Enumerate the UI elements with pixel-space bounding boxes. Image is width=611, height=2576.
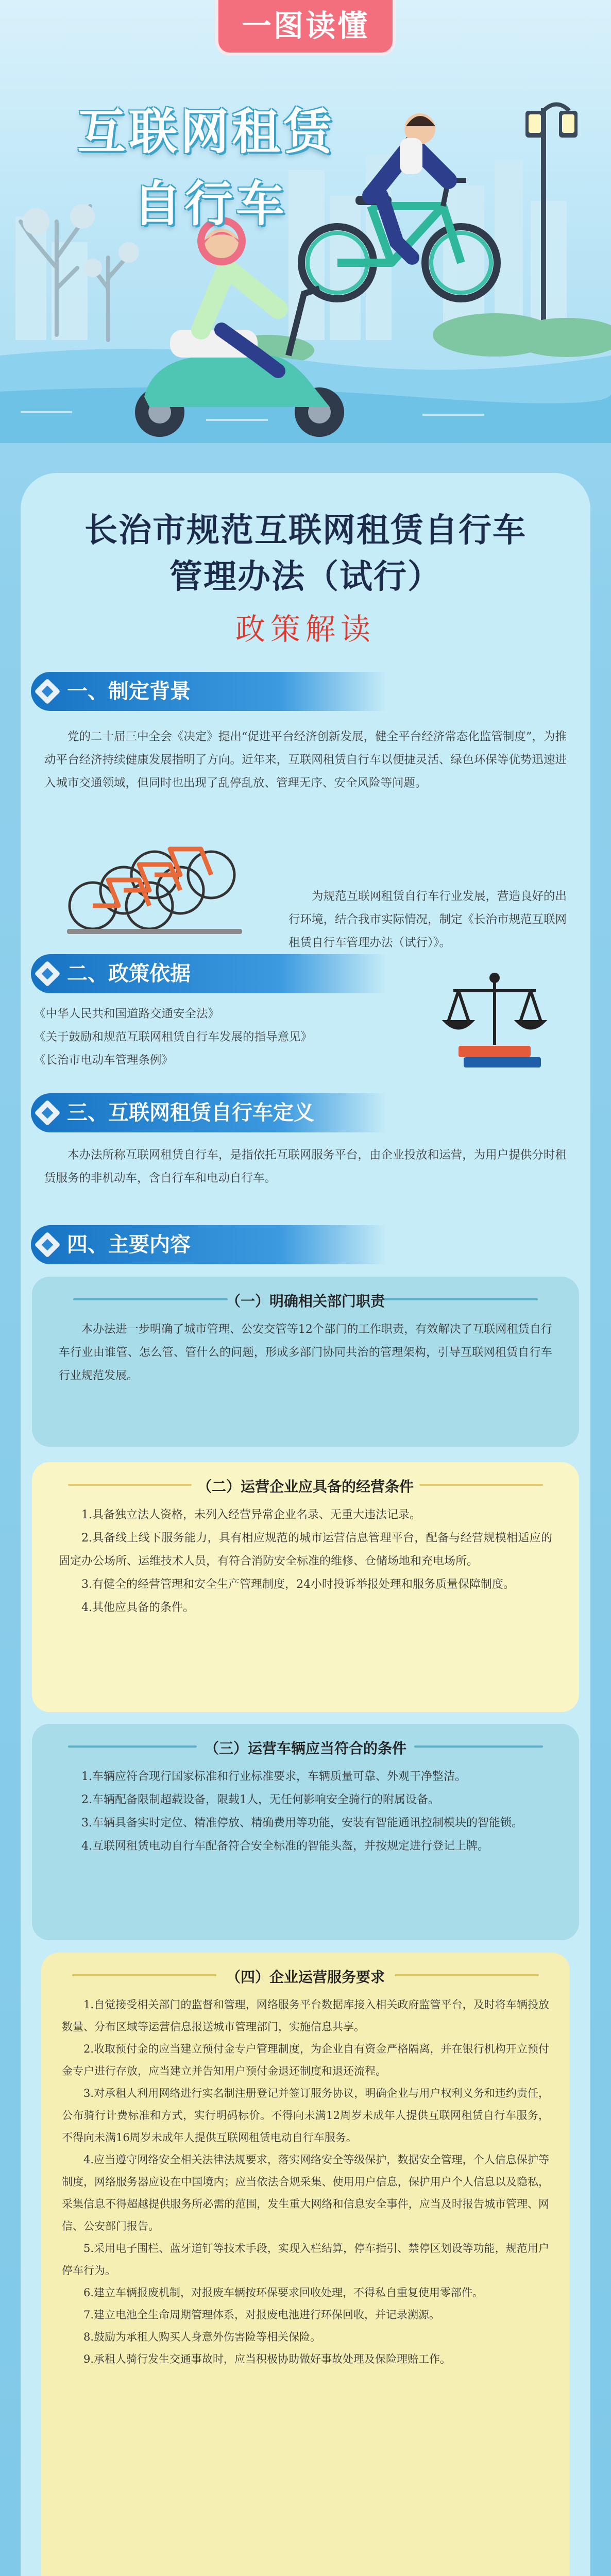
definition-text: 本办法所称互联网租赁自行车，是指依托互联网服务平台，由企业投放和运营，为用户提供分时租赁服务的非机动车，含自行车和电动自行车。 bbox=[44, 1148, 567, 1185]
hero-illustration bbox=[0, 0, 611, 443]
section-heading-main-content: 四、主要内容 bbox=[31, 1225, 386, 1264]
box-department-duties bbox=[32, 1277, 579, 1447]
box-paragraph: 4.应当遵守网络安全相关法律法规要求，落实网络安全等级保护，数据安全管理，个人信息保护等制度，网络服务器应设在中国境内；应当依法合规采集、使用用户信息，保护用户个人信息以及隐私，采集信息不得超越提供服务所必需的范围，发生重大网络和信息安全事件，应当及时报告城市管理、网信、公安部门报告。 bbox=[62, 2154, 549, 2232]
content-card bbox=[21, 473, 590, 2576]
section-background-paragraph bbox=[44, 725, 567, 795]
box-paragraph: 3.有健全的经营管理和安全生产管理制度，24小时投诉举报处理和服务质量保障制度。 bbox=[81, 1578, 515, 1591]
section-background-paragraph2 bbox=[288, 885, 567, 955]
section-heading-definition: 三、互联网租赁自行车定义 bbox=[31, 1093, 386, 1132]
box-paragraph: 8.鼓励为承租人购买人身意外伤害险等相关保险。 bbox=[83, 2331, 321, 2343]
box-paragraph: 2.车辆配备限制超载设备，限载1人，无任何影响安全骑行的附属设备。 bbox=[81, 1793, 439, 1806]
box-heading: （二）运营企业应具备的经营条件 bbox=[197, 1478, 414, 1495]
box-paragraph: 本办法进一步明确了城市管理、公安交管等12个部门的工作职责，有效解决了互联网租赁自行车行业由谁管、怎么管、管什么的问题，形成多部门协同共治的管理架构，引导互联网租赁自行车行业规范发展。 bbox=[59, 1323, 552, 1382]
box-paragraph: 1.自觉接受相关部门的监督和管理，网络服务平台数据库接入相关政府监管平台，及时将车辆投放数量、分布区域等运营信息报送城市管理部门，实施信息共享。 bbox=[62, 1998, 549, 2033]
section-heading-basis: 二、政策依据 bbox=[31, 954, 386, 993]
box-vehicle-conditions bbox=[32, 1724, 579, 1940]
box-paragraph: 5.采用电子围栏、蓝牙道钉等技术手段，实现入栏结算，停车指引、禁停区划设等功能，规范用户停车行为。 bbox=[62, 2242, 549, 2277]
box-heading: （一）明确相关部门职责 bbox=[226, 1293, 385, 1310]
box-service-requirements bbox=[41, 1953, 570, 2576]
box-head-line-left bbox=[68, 1484, 192, 1486]
box-body bbox=[62, 1994, 549, 2370]
box-paragraph: 3.对承租人利用网络进行实名制注册登记并签订服务协议，明确企业与用户权利义务和违约责任，公布骑行计费标准和方式，实行明码标价。不得向未满12周岁未成年人提供互联网租赁自行车服务，不得向未满16周岁未成年人提供互联网租赁电动自行车服务。 bbox=[62, 2087, 549, 2144]
box-head-line-right bbox=[419, 1484, 543, 1486]
definition-paragraph bbox=[44, 1144, 567, 1190]
box-paragraph: 9.承租人骑行发生交通事故时，应当积极协助做好事故处理及保险理赔工作。 bbox=[83, 2353, 451, 2365]
hero-banner bbox=[0, 0, 611, 443]
box-paragraph: 1.车辆应符合现行国家标准和行业标准要求，车辆质量可靠、外观干净整洁。 bbox=[81, 1770, 466, 1783]
policy-basis-item: 《中华人民共和国道路交通安全法》 bbox=[34, 1007, 220, 1021]
box-head-line-right bbox=[395, 1974, 539, 1976]
box-paragraph: 4.互联网租赁电动自行车配备符合安全标准的智能头盔，并按规定进行登记上牌。 bbox=[81, 1840, 489, 1853]
box-head-line-right bbox=[414, 1745, 543, 1748]
background-text: 党的二十届三中全会《决定》提出“促进平台经济创新发展，健全平台经济常态化监管制度”，为推动平台经济持续健康发展指明了方向。近年来，互联网租赁自行车以便捷灵活、绿色环保等优势迅速进入城市交通领域，但同时也出现了乱停乱放、管理无序、安全风险等问题。 bbox=[44, 730, 567, 790]
policy-basis-list bbox=[34, 1003, 405, 1072]
box-paragraph: 7.建立电池全生命周期管理体系，对报废电池进行环保回收，并记录溯源。 bbox=[83, 2309, 440, 2321]
box-head-line-right bbox=[383, 1298, 538, 1300]
hero-title-line1: 互联网租赁 bbox=[77, 104, 335, 160]
box-body bbox=[59, 1765, 552, 1858]
policy-basis-item: 《长治市电动车管理条例》 bbox=[34, 1054, 174, 1067]
hero-badge: 一图读懂 bbox=[215, 0, 396, 56]
box-paragraph: 4.其他应具备的条件。 bbox=[81, 1601, 194, 1614]
box-paragraph: 1.具备独立法人资格，未列入经营异常企业名录、无重大违法记录。 bbox=[81, 1509, 421, 1521]
box-body bbox=[59, 1318, 552, 1387]
box-head-line-left bbox=[72, 1974, 216, 1976]
document-title-line1: 长治市规范互联网租赁自行车 bbox=[84, 512, 527, 550]
bike-rack-icon bbox=[52, 828, 268, 947]
hero-title-line2: 自行车 bbox=[133, 176, 288, 232]
policy-basis-item: 《关于鼓励和规范互联网租赁自行车发展的指导意见》 bbox=[34, 1030, 313, 1044]
box-paragraph: 6.建立车辆报废机制，对报废车辆按环保要求回收处理，不得私自重复使用零部件。 bbox=[83, 2286, 484, 2299]
document-title-line2: 管理办法（试行） bbox=[169, 558, 442, 596]
box-heading: （三）运营车辆应当符合的条件 bbox=[204, 1740, 407, 1757]
box-paragraph: 3.车辆具备实时定位、精准停放、精确费用等功能，安装有智能通讯控制模块的智能锁。 bbox=[81, 1817, 523, 1829]
box-operating-conditions bbox=[32, 1462, 579, 1712]
background-text-2: 为规范互联网租赁自行车行业发展，营造良好的出行环境，结合我市实际情况，制定《长治市规范互联网租赁自行车管理办法（试行）》。 bbox=[288, 890, 567, 950]
box-paragraph: 2.具备线上线下服务能力，具有相应规范的城市运营信息管理平台，配备与经营规模相适应的固定办公场所、运维技术人员，有符合消防安全标准的维修、仓储场地和充电场所。 bbox=[59, 1532, 552, 1568]
document-subtitle: 政策解读 bbox=[235, 612, 376, 647]
box-paragraph: 2.收取预付金的应当建立预付金专户管理制度，为企业自有资金严格隔离，并在银行机构开立预付金专户进行存放，应当建立并告知用户预付金退还制度和退还流程。 bbox=[62, 2043, 549, 2077]
box-head-line-left bbox=[68, 1745, 197, 1748]
scales-of-justice-icon bbox=[438, 968, 551, 1071]
box-head-line-left bbox=[73, 1298, 228, 1300]
box-heading: （四）企业运营服务要求 bbox=[226, 1969, 385, 1986]
box-body bbox=[59, 1503, 552, 1619]
section-heading-background: 一、制定背景 bbox=[31, 672, 386, 711]
